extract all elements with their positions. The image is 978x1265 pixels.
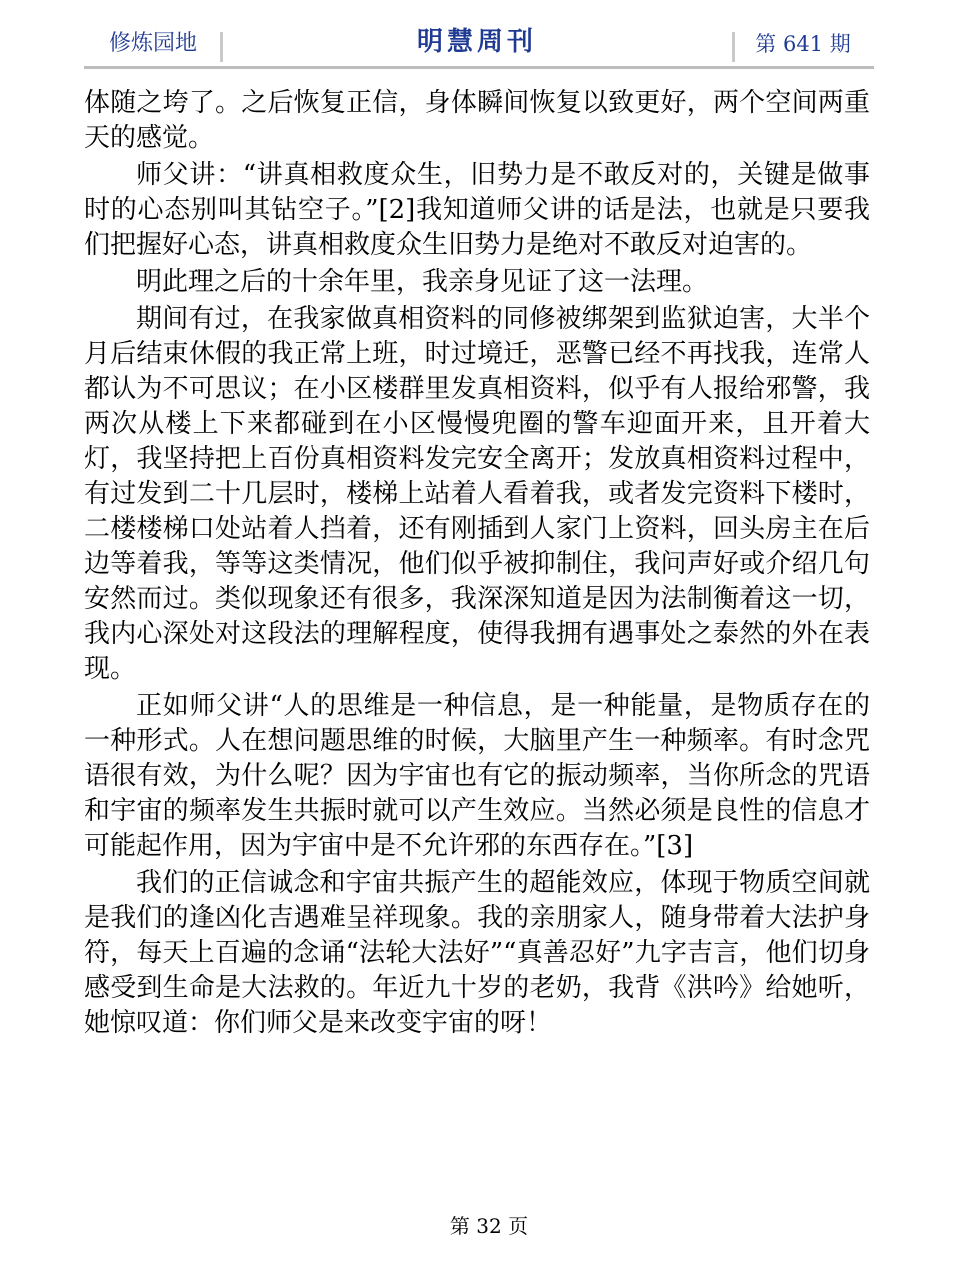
paragraph: 体随之垮了。之后恢复正信，身体瞬间恢复以致更好，两个空间两重天的感觉。 bbox=[84, 88, 870, 153]
paragraph: 师父讲：“讲真相救度众生，旧势力是不敢反对的，关键是做事时的心态别叫其钻空子。”[2]我知道师父讲的话是法，也就是只要我们把握好心态，讲真相救度众生旧势力是绝对不敢反对迫害的。 bbox=[84, 160, 870, 260]
page-number: 第 32 页 bbox=[449, 1214, 529, 1238]
paragraph: 期间有过，在我家做真相资料的同修被绑架到监狱迫害，大半个月后结束休假的我正常上班，时过境迁，恶警已经不再找我，连常人都认为不可思议；在小区楼群里发真相资料，似乎有人报给邪警，我两次从楼上下来都碰到在小区慢慢兜圈的警车迎面开来，且开着大灯，我坚持把上百份真相资料发完安全离开；发放真相资料过程中，有过发到二十几层时，楼梯上站着人看着我，或者发完资料下楼时，二楼楼梯口处站着人挡着，还有刚插到人家门上资料，回头房主在后边等着我，等等这类情况，他们似乎被抑制住，我问声好或介绍几句安然而过。类似现象还有很多，我深深知道是因为法制衡着这一切，我内心深处对这段法的理解程度，使得我拥有遇事处之泰然的外在表现。 bbox=[84, 304, 870, 684]
paragraph: 明此理之后的十余年里，我亲身见证了这一法理。 bbox=[136, 267, 709, 297]
header-issue-number: 第 641 期 bbox=[755, 32, 851, 56]
paragraph: 正如师父讲“人的思维是一种信息，是一种能量，是物质存在的一种形式。人在想问题思维的时候，大脑里产生一种频率。有时念咒语很有效，为什么呢？因为宇宙也有它的振动频率，当你所念的咒语和宇宙的频率发生共振时就可以产生效应。当然必须是良性的信息才可能起作用，因为宇宙中是不允许邪的东西存在。”[3] bbox=[84, 691, 870, 861]
article-body bbox=[84, 86, 870, 1043]
paragraph: 我们的正信诚念和宇宙共振产生的超能效应，体现于物质空间就是我们的逢凶化吉遇难呈祥现象。我的亲朋家人，随身带着大法护身符，每天上百遍的念诵“法轮大法好”“真善忍好”九字吉言，他们切身感受到生命是大法救的。年近九十岁的老奶，我背《洪吟》给她听，她惊叹道：你们师父是来改变宇宙的呀！ bbox=[84, 868, 870, 1038]
header-rule bbox=[84, 66, 874, 69]
header-section-label: 修炼园地 bbox=[108, 31, 197, 56]
page-header bbox=[84, 22, 874, 68]
header-title: 明慧周刊 bbox=[416, 27, 537, 57]
